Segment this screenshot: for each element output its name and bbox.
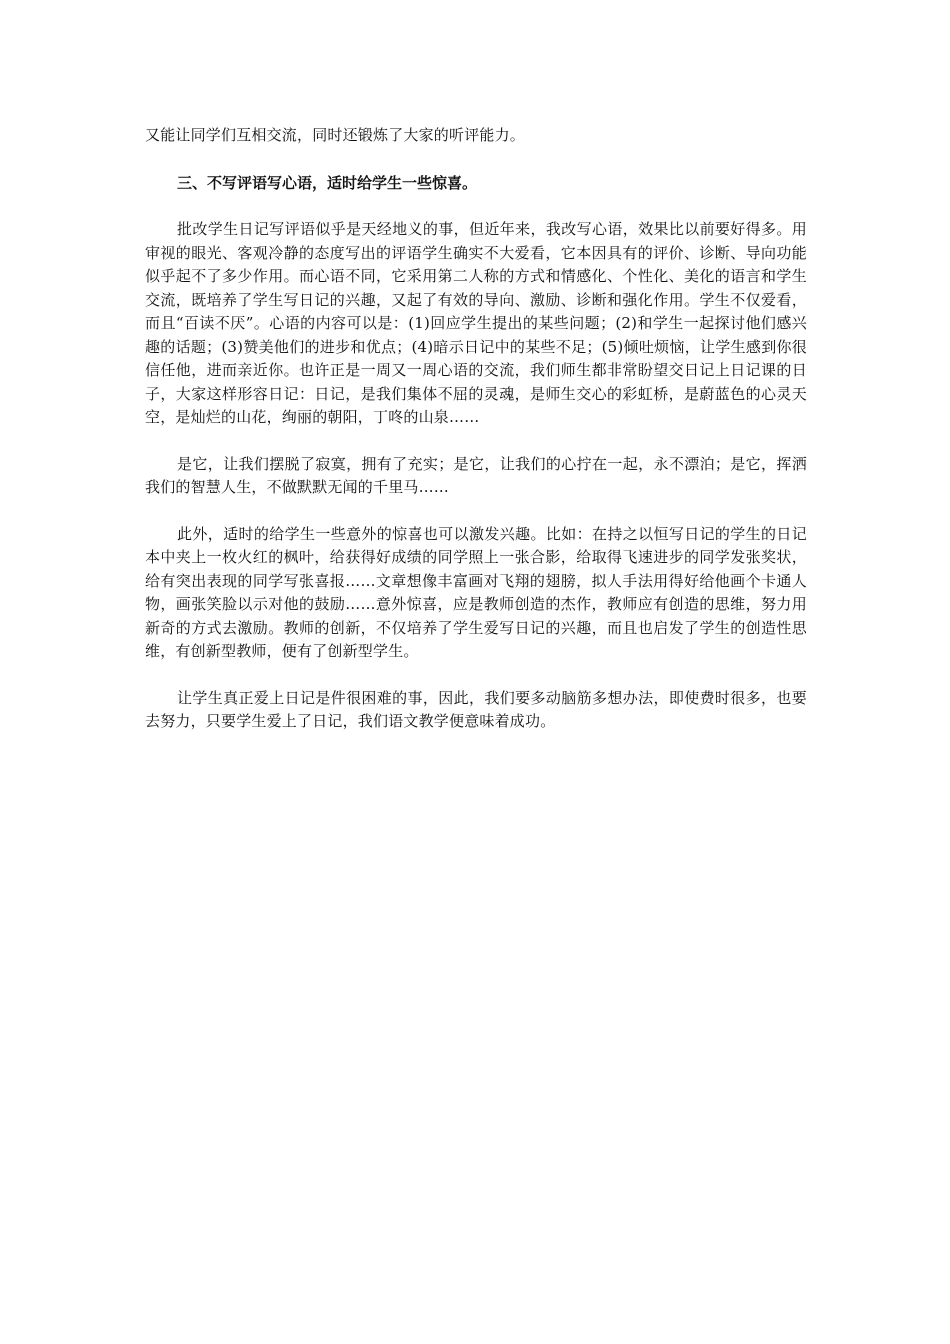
paragraph-continuation: 又能让同学们互相交流，同时还锻炼了大家的听评能力。 bbox=[145, 126, 526, 144]
paragraph-heart-words: 批改学生日记写评语似乎是天经地义的事，但近年来，我改写心语，效果比以前要好得多。用审视的眼光、客观冷静的态度写出的评语学生确实不大爱看，它本因具有的评价、诊断、导向功能似乎起不了多少作用。而心语不同，它采用第二人称的方式和情感化、个性化、美化的语言和学生交流，既培养了学生写日记的兴趣，又起了有效的导向、激励、诊断和强化作用。学生不仅爱看，而且“百读不厌”。心语的内容可以是：(1)回应学生提出的某些问题；(2)和学生一起探讨他们感兴趣的话题；(3)赞美他们的进步和优点；(4)暗示日记中的某些不足；(5)倾吐烦恼，让学生感到你很信任他，进而亲近你。也许正是一周又一周心语的交流，我们师生都非常盼望交日记上日记课的日子，大家这样形容日记：日记，是我们集体不屈的灵魂，是师生交心的彩虹桥，是蔚蓝色的心灵天空，是灿烂的山花，绚丽的朝阳，丁咚的山泉…… bbox=[145, 220, 807, 426]
paragraph-surprises: 此外，适时的给学生一些意外的惊喜也可以激发兴趣。比如：在持之以恒写日记的学生的日记本中夹上一枚火红的枫叶，给获得好成绩的同学照上一张合影，给取得飞速进步的同学发张奖状，给有突出表现的同学写张喜报……文章想像丰富画对飞翔的翅膀，拟人手法用得好给他画个卡通人物，画张笑脸以示对他的鼓励……意外惊喜，应是教师创造的杰作，教师应有创造的思维，努力用新奇的方式去激励。教师的创新，不仅培养了学生爱写日记的兴趣，而且也启发了学生的创造性思维，有创新型教师，便有了创新型学生。 bbox=[145, 524, 807, 660]
document-page bbox=[145, 124, 807, 734]
paragraph-it-is: 是它，让我们摆脱了寂寞，拥有了充实；是它，让我们的心拧在一起，永不漂泊；是它，挥洒我们的智慧人生，不做默默无闻的千里马…… bbox=[145, 454, 807, 496]
section-heading: 三、不写评语写心语，适时给学生一些惊喜。 bbox=[177, 173, 478, 192]
paragraph-conclusion: 让学生真正爱上日记是件很困难的事，因此，我们要多动脑筋多想办法，即使费时很多，也要去努力，只要学生爱上了日记，我们语文教学便意味着成功。 bbox=[145, 688, 807, 730]
